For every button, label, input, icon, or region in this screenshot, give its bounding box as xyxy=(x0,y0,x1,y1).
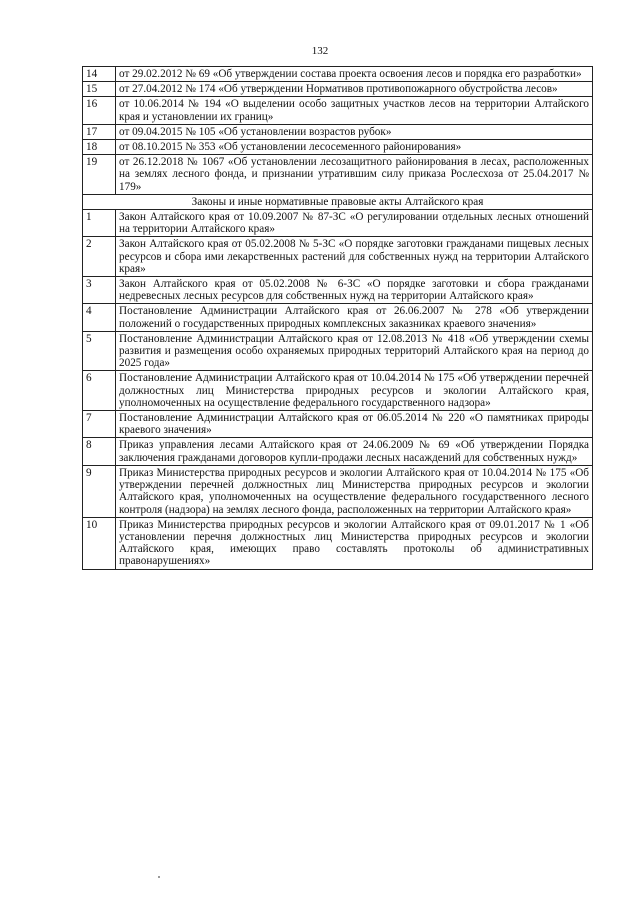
table-row xyxy=(83,411,593,438)
row-number: 10 xyxy=(83,517,116,569)
section-heading: Законы и иные нормативные правовые акты Алтайского края xyxy=(83,194,593,209)
row-text: от 26.12.2018 № 1067 «Об установлении лесозащитного районирования в лесах, расположенных на землях лесного фонда, и признании утратившим силу приказа Рослесхоза от 25.04.2017 № 179» xyxy=(116,155,593,195)
table-row xyxy=(83,124,593,139)
row-text: Закон Алтайского края от 10.09.2007 № 87-ЗС «О регулировании отдельных лесных отношений на территории Алтайского края» xyxy=(116,210,593,237)
row-number: 6 xyxy=(83,371,116,411)
row-text: от 10.06.2014 № 194 «О выделении особо защитных участков лесов на территории Алтайского края и установлении их границ» xyxy=(116,97,593,124)
row-number: 14 xyxy=(83,67,116,82)
table-row xyxy=(83,140,593,155)
row-number: 4 xyxy=(83,304,116,331)
table-row xyxy=(83,465,593,517)
row-number: 7 xyxy=(83,411,116,438)
table-row xyxy=(83,438,593,465)
row-number: 18 xyxy=(83,140,116,155)
table-row xyxy=(83,371,593,411)
row-text: от 09.04.2015 № 105 «Об установлении возрастов рубок» xyxy=(116,124,593,139)
section-heading-row xyxy=(83,194,593,209)
row-text: Закон Алтайского края от 05.02.2008 № 6-ЗС «О порядке заготовки и сбора гражданами недревесных лесных ресурсов для собственных нужд на территории Алтайского края» xyxy=(116,277,593,304)
legal-acts-table xyxy=(82,66,593,570)
row-text: Постановление Администрации Алтайского края от 12.08.2013 № 418 «Об утверждении схемы развития и размещения особо охраняемых природных территорий Алтайского края на период до 2025 года» xyxy=(116,331,593,371)
row-text: Постановление Администрации Алтайского края от 06.05.2014 № 220 «О памятниках природы краевого значения» xyxy=(116,411,593,438)
row-number: 8 xyxy=(83,438,116,465)
table-row xyxy=(83,67,593,82)
row-number: 9 xyxy=(83,465,116,517)
page-number: 132 xyxy=(311,45,329,57)
row-text: Приказ Министерства природных ресурсов и экологии Алтайского края от 09.01.2017 № 1 «Об установлении перечня должностных лиц Министерства природных ресурсов и экологии Алтайского края, имеющих право составлять протоколы об административных правонарушениях» xyxy=(116,517,593,569)
row-text: от 27.04.2012 № 174 «Об утверждении Нормативов противопожарного обустройства лесов» xyxy=(116,82,593,97)
table-row xyxy=(83,97,593,124)
row-text: Постановление Администрации Алтайского края от 26.06.2007 № 278 «Об утверждении положений о государственных природных комплексных заказниках краевого значения» xyxy=(116,304,593,331)
table-row xyxy=(83,331,593,371)
table-row xyxy=(83,517,593,569)
row-number: 3 xyxy=(83,277,116,304)
row-text: Приказ управления лесами Алтайского края от 24.06.2009 № 69 «Об утверждении Порядка заключения гражданами договоров купли-продажи лесных насаждений для собственных нужд» xyxy=(116,438,593,465)
table-row xyxy=(83,210,593,237)
row-number: 17 xyxy=(83,124,116,139)
row-text: Закон Алтайского края от 05.02.2008 № 5-ЗС «О порядке заготовки гражданами пищевых лесных ресурсов и сбора ими лекарственных растений для собственных нужд на территории Алтайского края» xyxy=(116,237,593,277)
table-row xyxy=(83,277,593,304)
row-number: 1 xyxy=(83,210,116,237)
table-row xyxy=(83,155,593,195)
row-text: от 08.10.2015 № 353 «Об установлении лесосеменного районирования» xyxy=(116,140,593,155)
table-row xyxy=(83,82,593,97)
row-number: 2 xyxy=(83,237,116,277)
row-text: Постановление Администрации Алтайского края от 10.04.2014 № 175 «Об утверждении перечней должностных лиц Министерства природных ресурсов и экологии Алтайского края, уполномоченных на осуществление федерального государственного надзора» xyxy=(116,371,593,411)
row-number: 16 xyxy=(83,97,116,124)
row-number: 5 xyxy=(83,331,116,371)
scan-artifact xyxy=(158,876,160,878)
table-row xyxy=(83,237,593,277)
table-row xyxy=(83,304,593,331)
row-number: 19 xyxy=(83,155,116,195)
row-number: 15 xyxy=(83,82,116,97)
row-text: Приказ Министерства природных ресурсов и экологии Алтайского края от 10.04.2014 № 175 «Об утверждении перечней должностных лиц Министерства природных ресурсов и экологии Алтайского края, уполномоченных на осуществление федерального государственного лесного контроля (надзора) на землях лесного фонда, расположенных на территории Алтайского края» xyxy=(116,465,593,517)
row-text: от 29.02.2012 № 69 «Об утверждении состава проекта освоения лесов и порядка его разработки» xyxy=(116,67,593,82)
